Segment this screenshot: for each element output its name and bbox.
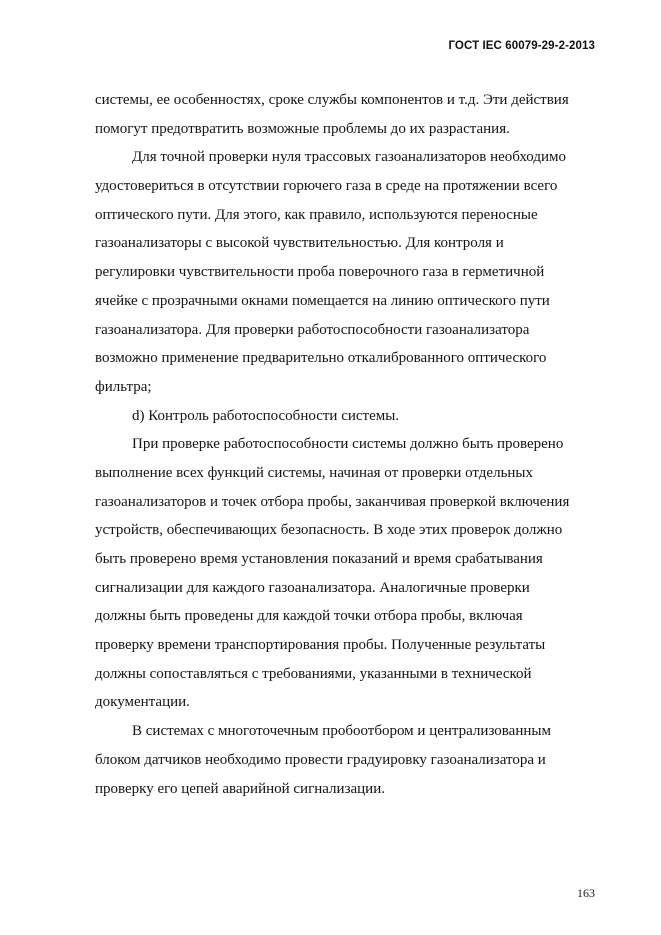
paragraph-2-line-7: газоанализатора. Для проверки работоспособности газоанализатора <box>95 321 530 338</box>
paragraph-3-line-1: d) Контроль работоспособности системы. <box>132 407 400 424</box>
paragraph-5-line-1: В системах с многоточечным пробоотбором и централизованным <box>132 723 551 740</box>
paragraph-4-line-6: сигнализации для каждого газоанализатора. Аналогичные проверки <box>95 579 530 596</box>
paragraph-2-line-6: ячейке с прозрачными окнами помещается на линию оптического пути <box>95 292 550 309</box>
paragraph-2-line-4: газоанализаторы с высокой чувствительностью. Для контроля и <box>95 235 504 252</box>
paragraph-2-line-2: удостовериться в отсутствии горючего газа в среде на протяжении всего <box>95 178 558 195</box>
paragraph-2-line-3: оптического пути. Для этого, как правило, используются переносные <box>95 206 538 223</box>
body-text <box>95 86 597 803</box>
paragraph-2-line-5: регулировки чувствительности проба поверочного газа в герметичной <box>95 264 545 281</box>
paragraph-4-line-2: выполнение всех функций системы, начиная от проверки отдельных <box>95 464 534 481</box>
paragraph-4-line-3: газоанализаторов и точек отбора пробы, заканчивая проверкой включения <box>95 493 570 510</box>
paragraph-4-line-9: должны сопоставляться с требованиями, указанными в технической <box>95 665 532 682</box>
paragraph-4-line-5: быть проверено время установления показаний и время срабатывания <box>95 551 543 567</box>
paragraph-1-line-1: системы, ее особенностях, сроке службы компонентов и т.д. Эти действия <box>95 92 569 108</box>
paragraph-5-line-2: блоком датчиков необходимо провести градуировку газоанализатора и <box>95 751 546 768</box>
paragraph-4-line-8: проверку времени транспортирования пробы. Полученные результаты <box>95 637 546 654</box>
paragraph-2-line-8: возможно применение предварительно откалиброванного оптического <box>95 350 547 367</box>
paragraph-4-line-10: документации. <box>95 694 190 711</box>
paragraph-4-line-7: должны быть проведены для каждой точки отбора пробы, включая <box>95 608 523 625</box>
paragraph-1-line-2: помогут предотвратить возможные проблемы до их разрастания. <box>95 120 510 137</box>
standard-header: ГОСТ IEC 60079-29-2-2013 <box>448 40 595 52</box>
paragraph-2-line-1: Для точной проверки нуля трассовых газоанализаторов необходимо <box>132 149 566 166</box>
paragraph-2-line-9: фильтра; <box>95 378 152 395</box>
paragraph-4-line-4: устройств, обеспечивающих безопасность. В ходе этих проверок должно <box>95 522 563 539</box>
paragraph-4-line-1: При проверке работоспособности системы должно быть проверено <box>132 436 564 453</box>
page-number: 163 <box>577 886 595 900</box>
paragraph-5-line-3: проверку его цепей аварийной сигнализации. <box>95 780 385 797</box>
